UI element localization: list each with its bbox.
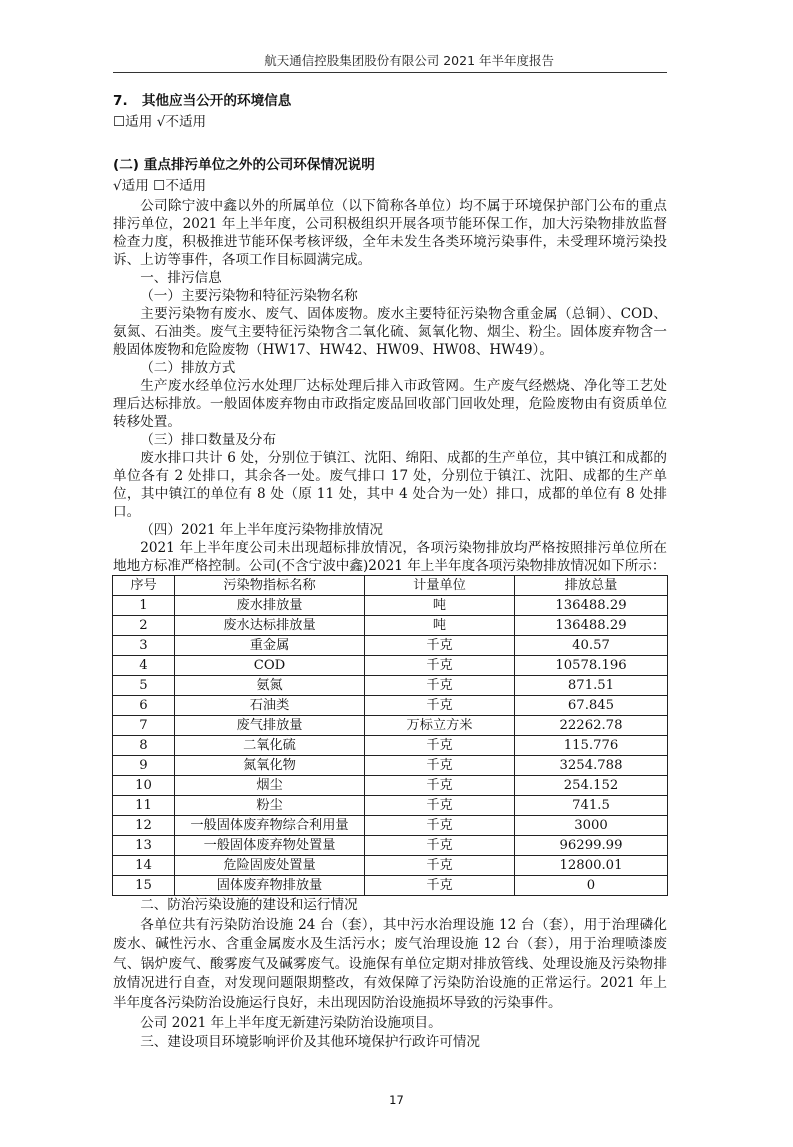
row-number: 1 bbox=[113, 596, 175, 616]
row-number: 6 bbox=[113, 696, 175, 716]
heading-facilities: 二、防治污染设施的建设和运行情况 bbox=[140, 897, 358, 913]
table-row bbox=[113, 636, 668, 656]
row-number: 2 bbox=[113, 616, 175, 636]
unit: 千克 bbox=[365, 876, 515, 896]
pollutants-paragraph: 主要污染物有废水、废气、固体废物。废水主要特征污染物含重金属（总铜）、COD、氨氮、石油类。废气主要特征污染物含二氧化硫、氮氧化物、烟尘、粉尘。固体废弃物含一般固体废物和危险废物（HW17、HW42、HW09、HW08、HW49）。 bbox=[113, 306, 667, 358]
unit: 万标立方米 bbox=[365, 716, 515, 736]
page-number: 17 bbox=[389, 1092, 404, 1107]
pollutant-name: 一般固体废弃物综合利用量 bbox=[175, 816, 365, 836]
row-number: 3 bbox=[113, 636, 175, 656]
emissions-paragraph: 2021 年上半年度公司未出现超标排放情况，各项污染物排放均严格按照排污单位所在地地方标准严格控制。公司(不含宁波中鑫)2021 年上半年度各项污染物排放情况如下所示： bbox=[113, 540, 667, 574]
unit: 千克 bbox=[365, 796, 515, 816]
pollutant-name: 一般固体废弃物处置量 bbox=[175, 836, 365, 856]
total-emission: 741.5 bbox=[515, 796, 668, 816]
pollutant-name: 烟尘 bbox=[175, 776, 365, 796]
unit: 千克 bbox=[365, 696, 515, 716]
section-2-title: (二) 重点排污单位之外的公司环保情况说明 bbox=[113, 157, 375, 173]
unit: 千克 bbox=[365, 756, 515, 776]
total-emission: 22262.78 bbox=[515, 716, 668, 736]
pollutant-name: 危险固废处置量 bbox=[175, 856, 365, 876]
table-row bbox=[113, 716, 668, 736]
unit: 吨 bbox=[365, 616, 515, 636]
header-divider bbox=[113, 72, 667, 73]
discharge-method-paragraph: 生产废水经单位污水处理厂达标处理后排入市政管网。生产废气经燃烧、净化等工艺处理后达标排放。一般固体废弃物由市政指定废品回收部门回收处理，危险废物由有资质单位转移处置。 bbox=[113, 378, 667, 430]
row-number: 15 bbox=[113, 876, 175, 896]
section-facilities bbox=[113, 896, 667, 1053]
table-row bbox=[113, 776, 668, 796]
total-emission: 96299.99 bbox=[515, 836, 668, 856]
unit: 千克 bbox=[365, 676, 515, 696]
row-number: 9 bbox=[113, 756, 175, 776]
table-row bbox=[113, 836, 668, 856]
table-row bbox=[113, 596, 668, 616]
total-emission: 10578.196 bbox=[515, 656, 668, 676]
unit: 千克 bbox=[365, 776, 515, 796]
pollutant-name: 粉尘 bbox=[175, 796, 365, 816]
row-number: 14 bbox=[113, 856, 175, 876]
pollutant-name: 废水达标排放量 bbox=[175, 616, 365, 636]
total-emission: 3254.788 bbox=[515, 756, 668, 776]
total-emission: 40.57 bbox=[515, 636, 668, 656]
outlets-paragraph: 废水排口共计 6 处，分别位于镇江、沈阳、绵阳、成都的生产单位，其中镇江和成都的单位各有 2 处排口，其余各一处。废气排口 17 处，分别位于镇江、沈阳、成都的生产单位，其中镇江的单位有 8 处（原 11 处，其中 4 处合为一处）排口，成都的单位有 8 处排口。 bbox=[113, 450, 667, 520]
heading-pollutants: （一）主要污染物和特征污染物名称 bbox=[140, 288, 358, 304]
total-emission: 136488.29 bbox=[515, 616, 668, 636]
unit: 千克 bbox=[365, 656, 515, 676]
section-7-title: 7. 其他应当公开的环境信息 bbox=[113, 93, 292, 109]
total-emission: 871.51 bbox=[515, 676, 668, 696]
pollutant-name: COD bbox=[175, 656, 365, 676]
total-emission: 12800.01 bbox=[515, 856, 668, 876]
unit: 千克 bbox=[365, 736, 515, 756]
pollutant-name: 固体废弃物排放量 bbox=[175, 876, 365, 896]
section-2-applicability: √适用 ☐不适用 bbox=[113, 178, 207, 194]
pollutant-name: 二氧化硫 bbox=[175, 736, 365, 756]
heading-emission-info: 一、排污信息 bbox=[140, 270, 222, 286]
unit: 千克 bbox=[365, 816, 515, 836]
table-header-row bbox=[113, 576, 668, 596]
page-header: 航天通信控股集团股份有限公司 2021 年半年度报告 bbox=[264, 53, 554, 68]
spacer bbox=[113, 133, 667, 155]
row-number: 8 bbox=[113, 736, 175, 756]
page-footer bbox=[0, 1093, 793, 1107]
intro-paragraph: 公司除宁波中鑫以外的所属单位（以下简称各单位）均不属于环境保护部门公布的重点排污单位，2021 年上半年度，公司积极组织开展各项节能环保工作，加大污染物排放监督检查力度，积极推进节能环保考核评级，全年未发生各类环境污染事件，未受理环境污染投诉、上访等事件，各项工作目标圆满完成。 bbox=[113, 198, 667, 268]
table-row bbox=[113, 676, 668, 696]
page bbox=[113, 0, 667, 1147]
row-number: 7 bbox=[113, 716, 175, 736]
pollutant-name: 重金属 bbox=[175, 636, 365, 656]
pollutant-name: 氮氧化物 bbox=[175, 756, 365, 776]
table-row bbox=[113, 656, 668, 676]
section-7-applicability: ☐适用 √不适用 bbox=[113, 114, 207, 130]
emissions-table bbox=[112, 575, 668, 896]
total-emission: 115.776 bbox=[515, 736, 668, 756]
section-7 bbox=[113, 91, 667, 133]
unit: 吨 bbox=[365, 596, 515, 616]
table-row bbox=[113, 736, 668, 756]
pollutant-name: 废气排放量 bbox=[175, 716, 365, 736]
total-emission: 136488.29 bbox=[515, 596, 668, 616]
unit: 千克 bbox=[365, 856, 515, 876]
row-number: 5 bbox=[113, 676, 175, 696]
total-emission: 3000 bbox=[515, 816, 668, 836]
row-number: 12 bbox=[113, 816, 175, 836]
col-header: 计量单位 bbox=[365, 576, 515, 596]
total-emission: 254.152 bbox=[515, 776, 668, 796]
row-number: 11 bbox=[113, 796, 175, 816]
row-number: 10 bbox=[113, 776, 175, 796]
pollutant-name: 氨氮 bbox=[175, 676, 365, 696]
heading-outlets: （三）排口数量及分布 bbox=[140, 432, 277, 448]
row-number: 13 bbox=[113, 836, 175, 856]
table-row bbox=[113, 756, 668, 776]
heading-eia: 三、建设项目环境影响评价及其他环境保护行政许可情况 bbox=[140, 1034, 481, 1051]
pollutant-name: 废水排放量 bbox=[175, 596, 365, 616]
col-header: 序号 bbox=[113, 576, 175, 596]
facilities-paragraph: 各单位共有污染防治设施 24 台（套），其中污水治理设施 12 台（套），用于治理磷化废水、碱性污水、含重金属废水及生活污水；废气治理设施 12 台（套），用于治理喷漆废气、锅炉废气、酸雾废气及碱雾废气。设施保有单位定期对排放管线、处理设施及污染物排放情况进行自查，对发现问题限期整改，有效保障了污染防治设施的正常运行。2021 年上半年度各污染防治设施运行良好，未出现因防治设施损坏导致的污染事件。 bbox=[113, 916, 667, 1011]
heading-discharge-method: （二）排放方式 bbox=[140, 360, 236, 376]
total-emission: 67.845 bbox=[515, 696, 668, 716]
table-row bbox=[113, 816, 668, 836]
table-row bbox=[113, 876, 668, 896]
total-emission: 0 bbox=[515, 876, 668, 896]
table-row bbox=[113, 616, 668, 636]
row-number: 4 bbox=[113, 656, 175, 676]
no-new-facilities: 公司 2021 年上半年度无新建污染防治设施项目。 bbox=[140, 1014, 442, 1031]
col-header: 污染物指标名称 bbox=[175, 576, 365, 596]
col-header: 排放总量 bbox=[515, 576, 668, 596]
table-row bbox=[113, 796, 668, 816]
heading-emissions-2021: （四）2021 年上半年度污染物排放情况 bbox=[140, 522, 384, 538]
unit: 千克 bbox=[365, 836, 515, 856]
table-row bbox=[113, 856, 668, 876]
table-row bbox=[113, 696, 668, 716]
unit: 千克 bbox=[365, 636, 515, 656]
section-2 bbox=[113, 155, 667, 575]
pollutant-name: 石油类 bbox=[175, 696, 365, 716]
